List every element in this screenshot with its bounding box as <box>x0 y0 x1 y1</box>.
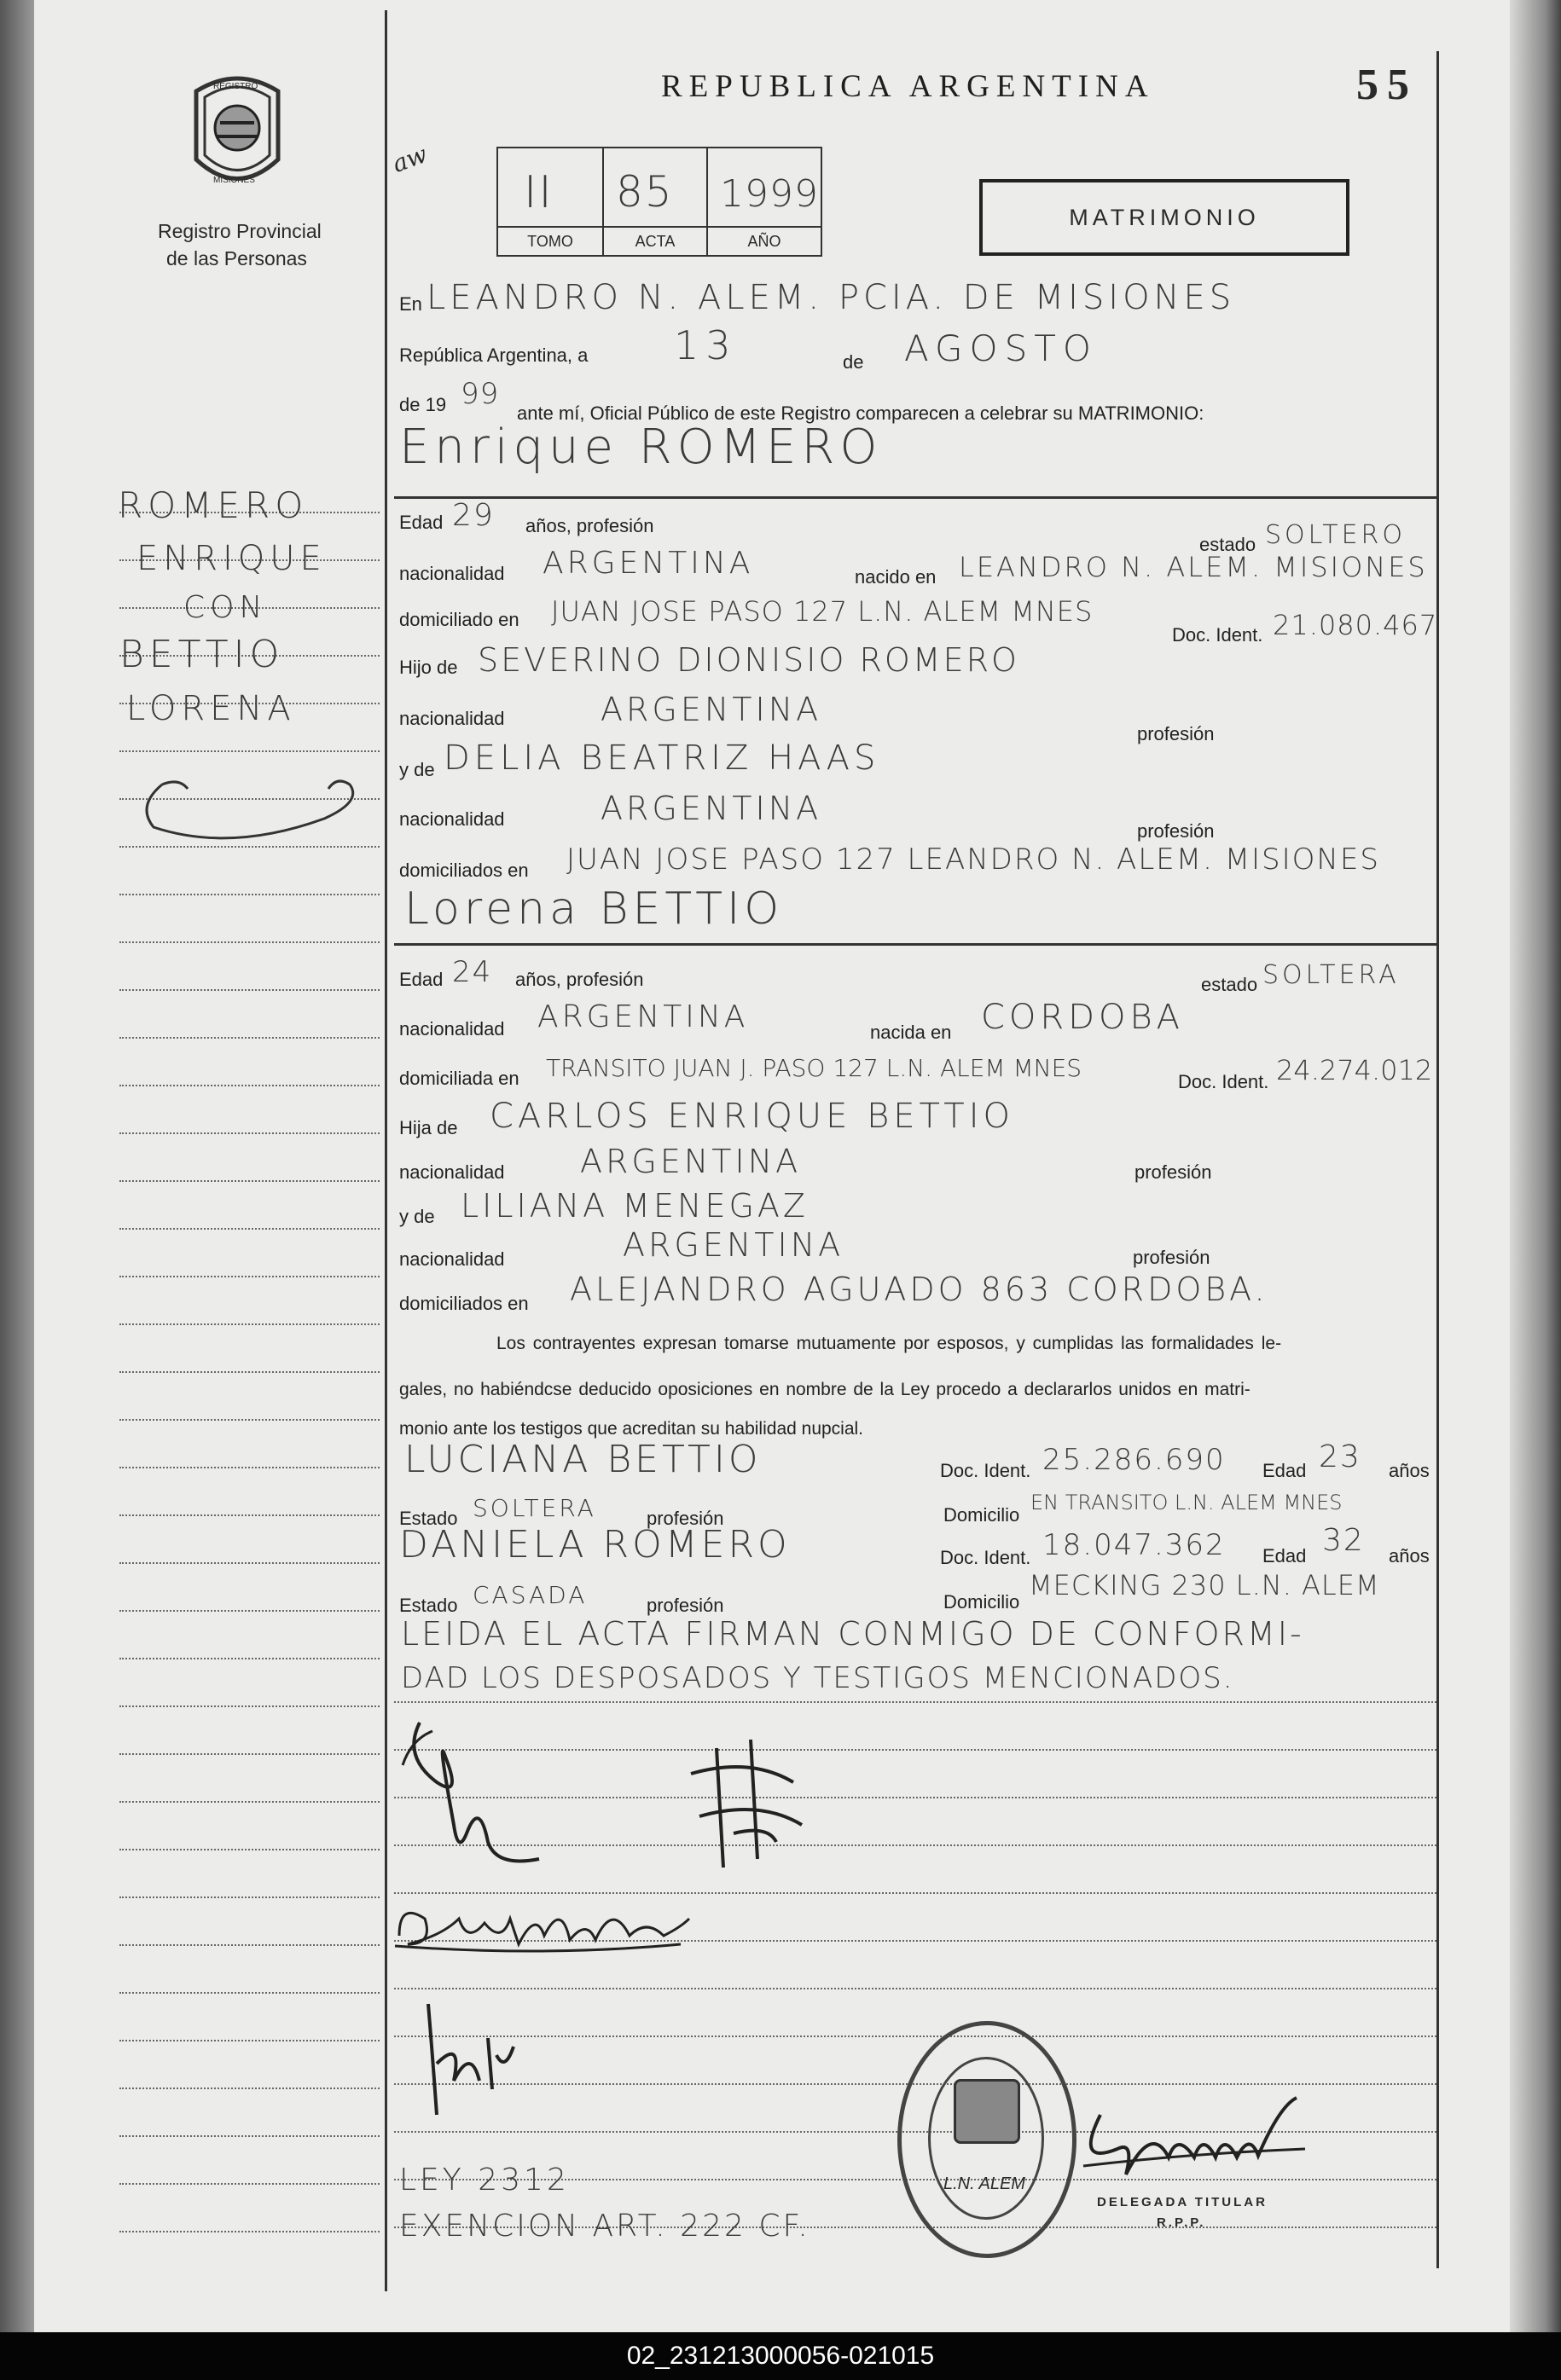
bride-birthplace: CORDOBA <box>981 998 1185 1037</box>
tomo-label: TOMO <box>498 226 602 255</box>
bride-estado: SOLTERA <box>1262 960 1400 990</box>
stamp-emblem <box>954 2079 1020 2144</box>
registry-name-line2: de las Personas <box>166 247 307 269</box>
witness1-domicilio: EN TRANSITO L.N. ALEM MNES <box>1030 1491 1343 1514</box>
groom-doc-label: Doc. Ident. <box>1172 624 1263 646</box>
margin-note-line1: ROMERO <box>118 484 309 526</box>
seal-caption-bottom: MISIONES <box>213 176 255 185</box>
groom-mother-nacionalidad-label: nacionalidad <box>399 808 505 830</box>
witness1-estado-label: Estado <box>399 1508 458 1529</box>
tomo-value: II <box>524 167 554 218</box>
margin-rule-line <box>119 1467 380 1468</box>
groom-edad-label: Edad <box>399 512 444 533</box>
witness1-age: 23 <box>1319 1439 1361 1474</box>
witness-signature-2 <box>411 1995 522 2128</box>
margin-note-line5: LORENA <box>126 689 296 728</box>
groom-father: SEVERINO DIONISIO ROMERO <box>478 641 1019 679</box>
margin-rule-line <box>119 1132 380 1134</box>
witness2-estado-label: Estado <box>399 1595 458 1616</box>
margin-rule-line <box>119 2040 380 2041</box>
ley-note: LEY 2312 <box>399 2163 570 2198</box>
declaration-line2: gales, no habiéndcse deducido oposiciones en nombre de la Ley procedo a declararlos unidos en matri- <box>399 1380 1251 1399</box>
intro-statement: ante mí, Oficial Público de este Registro comparecen a celebrar su MATRIMONIO: <box>517 402 1204 424</box>
tomo-acta-anio-box <box>496 147 822 257</box>
scan-filename: 02_231213000056-021015 <box>0 2332 1561 2380</box>
groom-nacionalidad: ARGENTINA <box>543 546 754 581</box>
margin-note-line4: BETTIO <box>119 633 285 676</box>
anio-label: AÑO <box>708 226 821 255</box>
page-edge <box>1510 0 1561 2332</box>
bride-domicile: TRANSITO JUAN J. PASO 127 L.N. ALEM MNES <box>546 1054 1082 1082</box>
margin-rule-line <box>119 750 380 752</box>
groom-mother-profesion-label: profesión <box>1137 820 1215 842</box>
groom-separator <box>394 496 1436 499</box>
witness2-anos-label: años <box>1389 1545 1430 1566</box>
witness1-doc: 25.286.690 <box>1042 1443 1226 1477</box>
bride-domiciliados-label: domiciliados en <box>399 1293 529 1314</box>
bride-age: 24 <box>452 955 493 989</box>
margin-rule-line <box>119 1944 380 1946</box>
bride-estado-label: estado <box>1201 974 1258 995</box>
witness1-doc-label: Doc. Ident. <box>940 1460 1031 1481</box>
witness1-name: LUCIANA BETTIO <box>404 1438 762 1481</box>
margin-rule-line <box>119 1419 380 1421</box>
bride-mother: LILIANA MENEGAZ <box>461 1187 809 1225</box>
acta-value: 85 <box>616 167 674 217</box>
bride-edad-label: Edad <box>399 969 444 990</box>
declaration-line1: Los contrayentes expresan tomarse mutuamente por esposos, y cumplidas las formalidades le- <box>496 1334 1282 1353</box>
groom-hijo-label: Hijo de <box>399 657 458 678</box>
groom-mother-nacionalidad: ARGENTINA <box>601 790 822 827</box>
bride-nacionalidad: ARGENTINA <box>537 999 749 1034</box>
groom-nacionalidad-label: nacionalidad <box>399 563 505 584</box>
groom-y-de-label: y de <box>399 759 435 780</box>
bride-anos-profesion-label: años, profesión <box>515 969 644 990</box>
witness2-domicilio: MECKING 230 L.N. ALEM <box>1029 1569 1380 1601</box>
witness2-age: 32 <box>1322 1523 1365 1558</box>
margin-rule-line <box>119 894 380 895</box>
republica-label: República Argentina, a <box>399 345 589 366</box>
bride-separator <box>394 943 1436 946</box>
seal-caption-top: REGISTRO <box>213 82 258 91</box>
exencion-note: EXENCION ART. 222 CF. <box>399 2209 810 2244</box>
bride-name: Lorena BETTIO <box>404 883 784 935</box>
groom-father-nacionalidad: ARGENTINA <box>601 691 822 728</box>
margin-rule-line <box>119 1849 380 1850</box>
bride-parents-domicile: ALEJANDRO AGUADO 863 CORDOBA. <box>570 1271 1268 1308</box>
de-label: de <box>843 351 864 373</box>
margin-rule-line <box>119 2183 380 2185</box>
groom-anos-profesion-label: años, profesión <box>525 515 654 536</box>
groom-father-nacionalidad-label: nacionalidad <box>399 708 505 729</box>
en-label: En <box>399 293 422 315</box>
stamp-locality: L.N. ALEM <box>943 2174 1025 2193</box>
groom-age: 29 <box>452 498 495 533</box>
acta-label: ACTA <box>604 226 706 255</box>
bride-nacida-label: nacida en <box>870 1022 952 1043</box>
margin-rule-line <box>119 2231 380 2232</box>
bride-doc-label: Doc. Ident. <box>1178 1071 1269 1092</box>
groom-estado-label: estado <box>1199 534 1256 555</box>
closing-line1: LEIDA EL ACTA FIRMAN CONMIGO DE CONFORMI- <box>401 1615 1304 1653</box>
bride-doc: 24.274.012 <box>1276 1054 1433 1086</box>
country-title: REPUBLICA ARGENTINA <box>661 69 1155 104</box>
book-spine <box>0 0 34 2332</box>
witness2-name: DANIELA ROMERO <box>399 1523 791 1566</box>
tomo-cell <box>498 148 604 255</box>
groom-domicile: JUAN JOSE PASO 127 L.N. ALEM MNES <box>551 595 1094 628</box>
declaration-line3: monio ante los testigos que acreditan su habilidad nupcial. <box>399 1419 864 1439</box>
margin-rule-line <box>119 1610 380 1612</box>
groom-father-profesion-label: profesión <box>1137 723 1215 744</box>
margin-rule-line <box>119 989 380 991</box>
witness-signature-1 <box>391 1885 698 1966</box>
acta-cell <box>604 148 708 255</box>
right-rule <box>1436 51 1439 2268</box>
groom-doc: 21.080.467 <box>1273 609 1438 641</box>
margin-rule-line <box>119 1371 380 1373</box>
registry-name-line1: Registro Provincial <box>158 220 322 242</box>
witness1-domicilio-label: Domicilio <box>943 1504 1020 1526</box>
margin-rule-line <box>119 1276 380 1277</box>
bride-father-nacionalidad: ARGENTINA <box>580 1143 802 1180</box>
margin-rule-line <box>119 1801 380 1803</box>
anio-value: 1999 <box>720 172 819 216</box>
bride-father-nacionalidad-label: nacionalidad <box>399 1161 505 1183</box>
witness2-estado: CASADA <box>473 1581 588 1609</box>
margin-rule-line <box>119 2088 380 2089</box>
margin-rule-line <box>119 1037 380 1039</box>
margin-rule-line <box>119 1514 380 1516</box>
groom-signature <box>386 1705 565 1880</box>
margin-note-line2: ENRIQUE <box>136 539 327 578</box>
body-rule-line <box>394 1701 1436 1703</box>
margin-rule-line <box>119 1896 380 1898</box>
groom-mother: DELIA BEATRIZ HAAS <box>444 738 880 778</box>
anio-cell <box>708 148 821 255</box>
bride-y-de-label: y de <box>399 1206 435 1227</box>
bride-mother-nacionalidad: ARGENTINA <box>623 1226 844 1264</box>
witness2-edad-label: Edad <box>1262 1545 1307 1566</box>
bride-signature <box>682 1731 810 1880</box>
body-rule-line <box>394 2035 1436 2037</box>
groom-parents-domicile: JUAN JOSE PASO 127 LEANDRO N. ALEM. MISIONES <box>566 843 1380 877</box>
margin-rule-line <box>119 1753 380 1755</box>
witness1-estado: SOLTERA <box>473 1494 596 1522</box>
witness1-edad-label: Edad <box>1262 1460 1307 1481</box>
margin-rule <box>385 10 387 2291</box>
margin-rule-line <box>119 1705 380 1707</box>
margin-flourish <box>128 767 375 848</box>
groom-birthplace: LEANDRO N. ALEM. MISIONES <box>959 551 1428 583</box>
official-abbrev: R.P.P. <box>1157 2215 1206 2230</box>
doc-type-box <box>979 179 1349 256</box>
bride-father: CARLOS ENRIQUE BETTIO <box>490 1097 1014 1136</box>
margin-note-line3: CON <box>183 590 268 625</box>
margin-rule-line <box>119 1323 380 1325</box>
margin-rule-line <box>119 941 380 943</box>
witness2-doc-label: Doc. Ident. <box>940 1547 1031 1568</box>
official-title: DELEGADA TITULAR <box>1097 2195 1268 2209</box>
groom-nacido-label: nacido en <box>855 566 937 588</box>
groom-domiciliado-label: domiciliado en <box>399 609 519 630</box>
bride-mother-profesion-label: profesión <box>1133 1247 1210 1268</box>
margin-rule-line <box>119 1658 380 1659</box>
margin-rule-line <box>119 1180 380 1182</box>
page-number: 55 <box>1356 61 1418 109</box>
marriage-day: 13 <box>674 322 738 368</box>
margin-rule-line <box>119 1562 380 1564</box>
groom-name: Enrique ROMERO <box>399 420 883 475</box>
closing-line2: DAD LOS DESPOSADOS Y TESTIGOS MENCIONADOS. <box>401 1661 1234 1695</box>
groom-estado: SOLTERO <box>1265 520 1406 550</box>
witness2-doc: 18.047.362 <box>1042 1528 1226 1562</box>
groom-domiciliados-label: domiciliados en <box>399 860 529 881</box>
witness1-profesion-label: profesión <box>647 1508 724 1529</box>
bride-nacionalidad-label: nacionalidad <box>399 1018 505 1039</box>
margin-initials: aw <box>388 140 432 178</box>
margin-rule-line <box>119 2135 380 2137</box>
body-rule-line <box>394 1988 1436 1989</box>
year-prefix: de 19 <box>399 394 447 415</box>
bride-domiciliada-label: domiciliada en <box>399 1068 519 1089</box>
doc-type-label: MATRIMONIO <box>1069 204 1260 230</box>
margin-rule-line <box>119 1228 380 1230</box>
marriage-month: AGOSTO <box>904 327 1098 369</box>
marriage-place: LEANDRO N. ALEM. PCIA. DE MISIONES <box>427 278 1236 317</box>
margin-rule-line <box>119 1085 380 1086</box>
witness2-profesion-label: profesión <box>647 1595 724 1616</box>
official-signature <box>1066 2089 1322 2204</box>
bride-mother-nacionalidad-label: nacionalidad <box>399 1248 505 1270</box>
bride-hija-label: Hija de <box>399 1117 458 1138</box>
bride-father-profesion-label: profesión <box>1134 1161 1212 1183</box>
witness1-anos-label: años <box>1389 1460 1430 1481</box>
margin-rule-line <box>119 1992 380 1994</box>
witness2-domicilio-label: Domicilio <box>943 1591 1020 1613</box>
year-suffix: 99 <box>461 377 500 411</box>
